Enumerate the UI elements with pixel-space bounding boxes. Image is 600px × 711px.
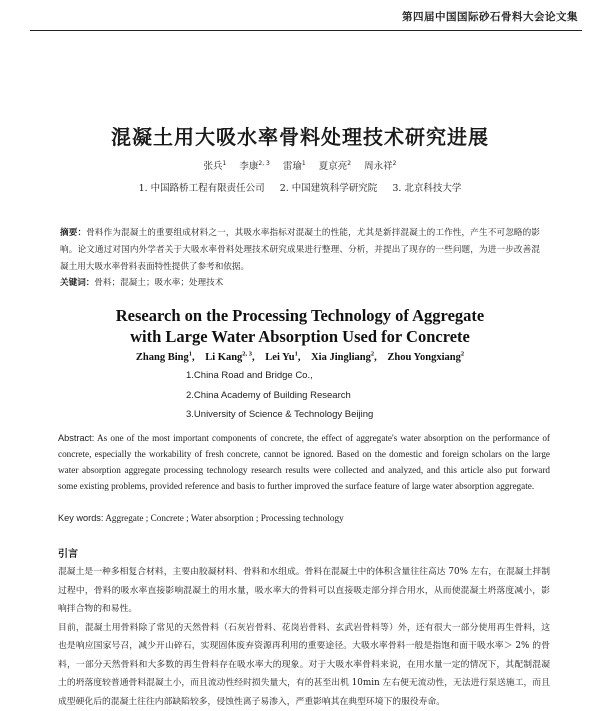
en-author	[136, 352, 195, 363]
english-title	[0, 305, 600, 347]
cn-author	[204, 161, 227, 172]
en-author	[265, 352, 300, 363]
en-author-sup: 2, 3	[242, 350, 252, 357]
chinese-title: 混凝土用大吸水率骨料处理技术研究进展	[0, 121, 600, 150]
en-author-name: Li Kang	[205, 352, 242, 363]
en-author-sep: ,	[252, 352, 255, 363]
en-author-sep: ,	[192, 352, 195, 363]
cn-author-sup: 2, 3	[258, 160, 269, 167]
en-author	[387, 352, 464, 363]
en-author	[205, 352, 254, 363]
en-author-sup: 2	[461, 350, 464, 357]
cn-author	[364, 161, 396, 172]
english-abstract	[58, 430, 550, 494]
cn-affiliation: 3. 北京科技大学	[392, 183, 461, 194]
cn-author	[319, 161, 351, 172]
cn-author-sup: 2	[347, 160, 351, 167]
english-keywords	[58, 513, 558, 523]
cn-affiliation: 1. 中国路桥工程有限责任公司	[139, 183, 265, 194]
en-title-line: with Large Water Absorption Used for Concrete	[0, 326, 600, 347]
cn-keywords-label: 关键词：	[60, 278, 94, 288]
chinese-affiliations	[0, 180, 600, 194]
body-paragraph: 目前，混凝土用骨料除了常见的天然骨料（石灰岩骨料、花岗岩骨料、玄武岩骨料等）外，还有很大一部分使用再生骨料，这也是响应国家号召，减少开山碎石，实现固体废弃资源再利用的重要途径。大吸水率骨料一般是指饱和面干吸水率＞ 2% 的骨料，一部分天然骨料和大多数的再生骨料存在吸水率大的现象。对于大吸水率骨料来说，在用水量一定的情况下，其配制混凝土的坍落度较普通骨料混凝土小，而且流动性经时损失量大，有的甚至出机 10min 左右便无流动性，无法进行泵送施工，而且成型硬化后的混凝土往往内部缺陷较多，侵蚀性离子易渗入，严重影响其在典型环境下的服役寿命。	[58, 619, 550, 711]
en-keywords-label: Key words:	[58, 513, 103, 523]
cn-abstract-text: 骨料作为混凝土的重要组成材料之一，其吸水率指标对混凝土的性能，尤其是新拌混凝土的工作性，产生不可忽略的影响。论文通过对国内外学者关于大吸水率骨料处理技术研究成果进行整理、分析，并提出了现存的一些问题，为进一步改善混凝土用大吸水率骨料表面特性提供了参考和依据。	[60, 228, 540, 272]
en-affiliation: 1.China Road and Bridge Co.,	[186, 366, 373, 386]
chinese-keywords	[60, 276, 540, 288]
intro-heading: 引言	[58, 545, 78, 560]
cn-author-sup: 1	[223, 160, 227, 167]
english-authors	[0, 350, 600, 363]
header-rule	[30, 30, 582, 31]
cn-keywords-text: 骨料；混凝土；吸水率；处理技术	[94, 278, 223, 288]
en-affiliation: 2.China Academy of Building Research	[186, 386, 373, 406]
cn-affiliation: 2. 中国建筑科学研究院	[280, 183, 378, 194]
cn-abstract-label: 摘要：	[60, 228, 86, 238]
en-title-line: Research on the Processing Technology of Aggregate	[0, 305, 600, 326]
en-author-name: Xia Jingliang	[311, 352, 371, 363]
en-author-sup: 1	[295, 350, 298, 357]
cn-author-name: 李康	[239, 161, 258, 172]
en-keywords-text: Aggregate ; Concrete ; Water absorption ; Processing technology	[105, 513, 343, 523]
intro-body	[58, 563, 550, 711]
en-author-sup: 1	[189, 350, 192, 357]
cn-author-sup: 1	[302, 160, 306, 167]
en-author-name: Lei Yu	[265, 352, 294, 363]
en-author-sep: ,	[374, 352, 377, 363]
en-author-name: Zhang Bing	[136, 352, 189, 363]
english-affiliations	[186, 366, 373, 425]
en-author	[311, 352, 377, 363]
body-paragraph: 混凝土是一种多相复合材料，主要由胶凝材料、骨料和水组成。骨料在混凝土中的体积含量往往高达 70% 左右，在混凝土拌制过程中，骨料的吸水率直接影响混凝土的用水量，吸水率大的骨料可以直接吸走部分拌合用水，从而使混凝土坍落度减小，影响拌合物的和易性。	[58, 563, 550, 619]
en-abstract-label: Abstract:	[58, 433, 94, 443]
en-author-sep: ,	[298, 352, 301, 363]
cn-author-name: 周永祥	[364, 161, 393, 172]
en-author-name: Zhou Yongxiang	[387, 352, 460, 363]
cn-author-name: 夏京亮	[319, 161, 348, 172]
chinese-authors	[0, 158, 600, 172]
cn-author-sup: 2	[393, 160, 397, 167]
running-head: 第四届中国国际砂石骨料大会论文集	[402, 9, 578, 24]
cn-author	[283, 161, 306, 172]
cn-author-name: 雷瑜	[283, 161, 302, 172]
cn-author-name: 张兵	[204, 161, 223, 172]
en-affiliation: 3.University of Science & Technology Beijing	[186, 405, 373, 425]
cn-author	[239, 161, 269, 172]
chinese-abstract	[60, 225, 540, 276]
en-abstract-text: As one of the most important components of concrete, the effect of aggregate's water absorption on the performance of concrete, especially the workability of fresh concrete, cannot be ignored. Based on the domestic and foreign scholars on the large water absorption aggregate processing technology research results were collected and analyzed, and this article also put forward some existing problems, provided reference and basis to further improved the surface feature of large water absorption aggregate.	[58, 433, 550, 491]
en-author-sup: 2	[371, 350, 374, 357]
